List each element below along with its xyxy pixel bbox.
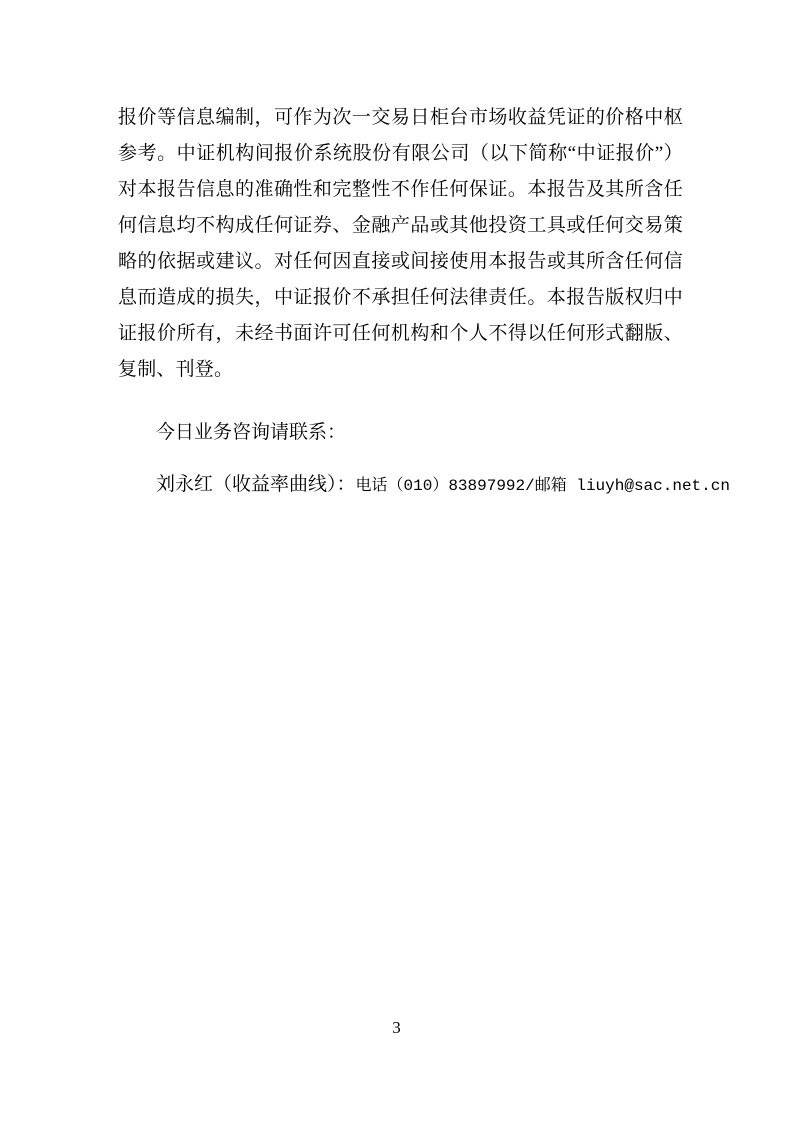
contact-person-name: 刘永红（收益率曲线）： xyxy=(156,474,356,495)
contact-line xyxy=(118,468,730,503)
contact-heading: 今日业务咨询请联系： xyxy=(156,422,347,443)
contact-spacer xyxy=(118,450,683,468)
paragraph-spacer xyxy=(118,388,683,416)
contact-details: 电话（010）83897992/邮箱 liuyh@sac.net.cn xyxy=(355,477,730,495)
page-content xyxy=(118,100,730,503)
page-number: 3 xyxy=(392,1018,401,1037)
disclaimer-paragraph: 报价等信息编制，可作为次一交易日柜台市场收益凭证的价格中枢参考。中证机构间报价系统股份有限公司（以下简称“中证报价”）对本报告信息的准确性和完整性不作任何保证。本报告及其所含任何信息均不构成任何证券、金融产品或其他投资工具或任何交易策略的依据或建议。对任何因直接或间接使用本报告或其所含任何信息而造成的损失，中证报价不承担任何法律责任。本报告版权归中证报价所有，未经书面许可任何机构和个人不得以任何形式翻版、复制、刊登。 xyxy=(118,107,683,380)
